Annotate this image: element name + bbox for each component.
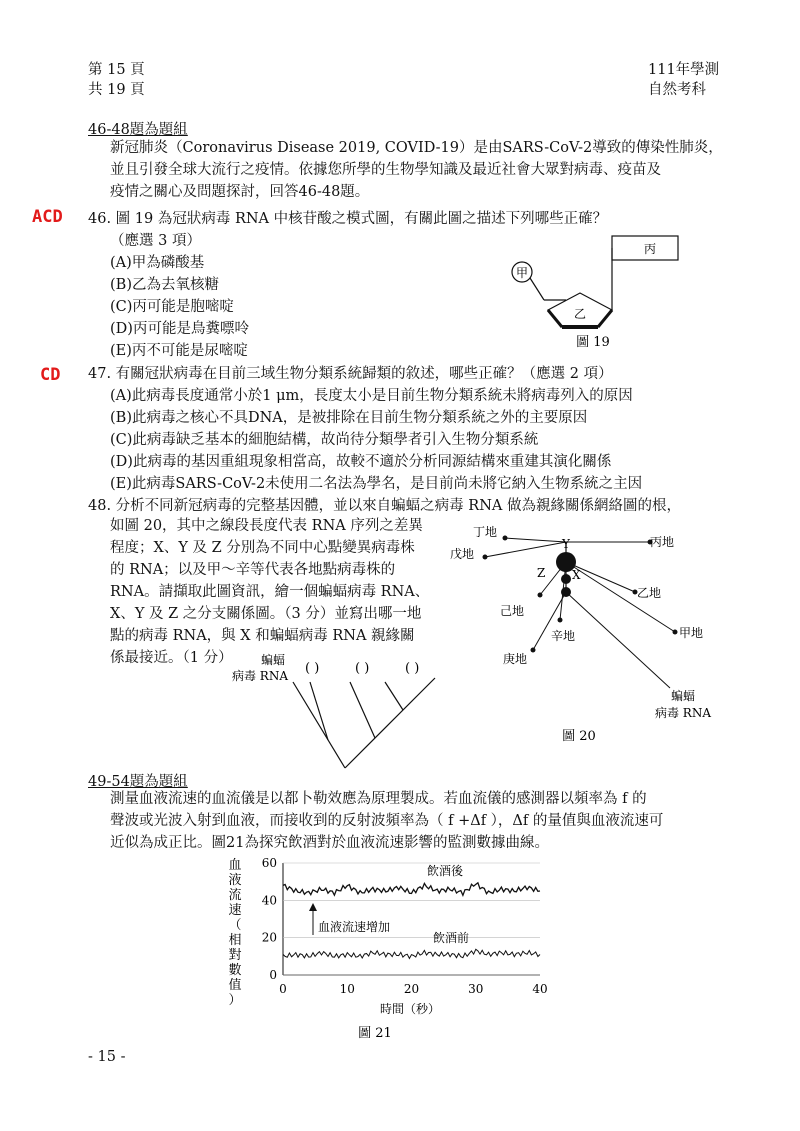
tree-slot-1: ( ) (305, 661, 320, 676)
q46-option-c: (C)丙可能是胞嘧啶 (110, 299, 234, 315)
y-label-char: 值 (228, 978, 242, 993)
page-number: 第 15 頁 (88, 62, 145, 78)
answer-47: CD (40, 365, 61, 385)
q46-note: （應選 3 項） (110, 233, 201, 249)
q48-line: 點的病毒 RNA，與 X 和蝙蝠病毒 RNA 親緣關 (110, 628, 415, 644)
y-axis-label (228, 858, 241, 1008)
y-label-char: 速 (228, 903, 242, 918)
q48-stem: 48. 分析不同新冠病毒的完整基因體，並以來自蝙蝠之病毒 RNA 做為親緣關係網絡圖的根， (88, 498, 681, 514)
q46-option-a: (A)甲為磷酸基 (110, 255, 205, 271)
arrow-head-icon (309, 903, 317, 911)
q48-line: 程度；X、Y 及 Z 分別為不同中心點變異病毒株 (110, 540, 415, 556)
q46-option-e: (E)丙不可能是尿嘧啶 (110, 343, 248, 359)
x-tick-label: 20 (403, 982, 420, 996)
label-jia: 甲 (515, 266, 529, 280)
series-label-before: 飲酒前 (433, 931, 470, 945)
y-label-char: 流 (228, 888, 242, 903)
group-title-46-48: 46-48題為題組 (88, 122, 188, 138)
label-xin-di: 辛地 (551, 629, 576, 643)
intro-line: 近似為成正比。圖21為探究飲酒對於血液流速影響的監測數據曲線。 (110, 835, 549, 851)
figure-19-caption: 圖 19 (576, 335, 610, 350)
label-geng-di: 庚地 (503, 652, 528, 666)
subject-name: 自然考科 (648, 82, 706, 98)
x-axis-label: 時間（秒） (379, 1002, 441, 1016)
tree-root-label-1: 蝙蝠 (260, 653, 286, 667)
label-bing: 丙 (643, 242, 657, 256)
q46-option-d: (D)丙可能是鳥糞嘌呤 (110, 321, 249, 337)
x-tick-label: 10 (339, 982, 355, 996)
figure-21-chart (215, 855, 555, 1045)
label-wu: 戊地 (450, 547, 475, 561)
label-ding: 丁地 (473, 525, 498, 539)
y-tick-label: 0 (269, 968, 277, 982)
figure-21-caption: 圖 21 (358, 1026, 392, 1041)
x-tick-label: 30 (468, 982, 484, 996)
label-bat-1: 蝙蝠 (670, 689, 696, 703)
intro-line: 測量血液流速的血流儀是以都卜勒效應為原理製成。若血流儀的感測器以頻率為 f 的 (110, 791, 647, 807)
group-title-49-54: 49-54題為題組 (88, 774, 188, 790)
label-yi-di: 乙地 (637, 586, 662, 600)
label-X: X (572, 568, 581, 582)
y-label-char: 液 (228, 873, 242, 888)
label-yi: 乙 (573, 307, 587, 321)
q47-option-a: (A)此病毒長度通常小於1 μm，長度太小是目前生物分類系統未將病毒列入的原因 (110, 388, 633, 404)
branch-tree-diagram (225, 650, 475, 775)
group2-intro (110, 788, 663, 854)
label-Z: Z (537, 566, 546, 580)
label-ji-di: 己地 (500, 604, 525, 618)
intro-line: 新冠肺炎（Coronavirus Disease 2019, COVID-19）是由SARS-CoV-2導致的傳染性肺炎， (110, 140, 723, 156)
group-intro (110, 137, 723, 203)
intro-line: 聲波或光波入射到血液，而接收到的反射波頻率為（ f +Δf ），Δf 的量值與血液流速可 (110, 813, 664, 829)
x-tick-label: 0 (279, 982, 287, 996)
label-bing-di: 丙地 (650, 535, 675, 549)
label-bat-2: 病毒 RNA (654, 706, 712, 720)
q48-line: 的 RNA；以及甲～辛等代表各地點病毒株的 (110, 562, 396, 578)
x-tick-label: 40 (532, 982, 548, 996)
tree-slot-2: ( ) (355, 661, 370, 676)
q47-option-b: (B)此病毒之核心不具DNA，是被排除在目前生物分類系統之外的主要原因 (110, 410, 588, 426)
y-label-char: 對 (228, 948, 242, 963)
y-tick-label: 20 (261, 930, 277, 945)
q46-option-b: (B)乙為去氧核糖 (110, 277, 219, 293)
series-line-before (283, 949, 540, 958)
label-Y: Y (562, 537, 570, 551)
q48-line: 係最接近。（1 分） (110, 650, 233, 666)
exam-name: 111年學測 (648, 62, 720, 78)
intro-line: 疫情之關心及問題探討，回答46-48題。 (110, 184, 370, 200)
q47-option-c: (C)此病毒缺乏基本的細胞結構，故尚待分類學者引入生物分類系統 (110, 432, 539, 448)
node-X (561, 587, 571, 597)
q46-stem: 46. 圖 19 為冠狀病毒 RNA 中核苷酸之模式圖，有關此圖之描述下列哪些正確？ (88, 211, 608, 227)
label-jia-di: 甲地 (679, 626, 704, 640)
y-label-char: 數 (228, 963, 242, 978)
figure-19-nucleotide (500, 230, 690, 355)
series-label-after: 飲酒後 (427, 864, 464, 878)
y-tick-label: 60 (261, 856, 277, 870)
q48-body (110, 515, 429, 669)
y-label-char: ） (228, 993, 242, 1008)
series-line-after (283, 883, 540, 896)
y-tick-label: 40 (261, 893, 277, 908)
node-Z (561, 574, 571, 584)
footer-page-number: - 15 - (88, 1049, 126, 1065)
q48-line: RNA。請擷取此圖資訊，繪一個蝙蝠病毒 RNA、 (110, 584, 430, 600)
total-pages: 共 19 頁 (88, 82, 145, 98)
q47-option-e: (E)此病毒SARS-CoV-2未使用二名法為學名，是目前尚未將它納入生物系統之主因 (110, 476, 643, 492)
q48-line: 如圖 20，其中之線段長度代表 RNA 序列之差異 (110, 518, 423, 534)
figure-20-caption: 圖 20 (562, 729, 596, 744)
intro-line: 並且引發全球大流行之疫情。依據您所學的生物學知識及最近社會大眾對病毒、疫苗及 (110, 162, 661, 178)
annotation-increase: 血液流速增加 (318, 920, 391, 934)
q47-option-d: (D)此病毒的基因重組現象相當高，故較不適於分析同源結構來重建其演化關係 (110, 454, 612, 470)
tree-root-label-2: 病毒 RNA (231, 669, 289, 683)
y-label-char: 血 (228, 858, 242, 873)
figure-20-network (445, 520, 730, 750)
y-label-char: （ (228, 918, 242, 933)
tree-slot-3: ( ) (405, 661, 420, 676)
q47-stem: 47. 有關冠狀病毒在目前三域生物分類系統歸類的敘述，哪些正確？（應選 2 項） (88, 366, 613, 382)
y-label-char: 相 (228, 933, 242, 948)
answer-46: ACD (32, 207, 63, 227)
q48-line: X、Y 及 Z 之分支關係圖。（3 分）並寫出哪一地 (110, 606, 422, 622)
